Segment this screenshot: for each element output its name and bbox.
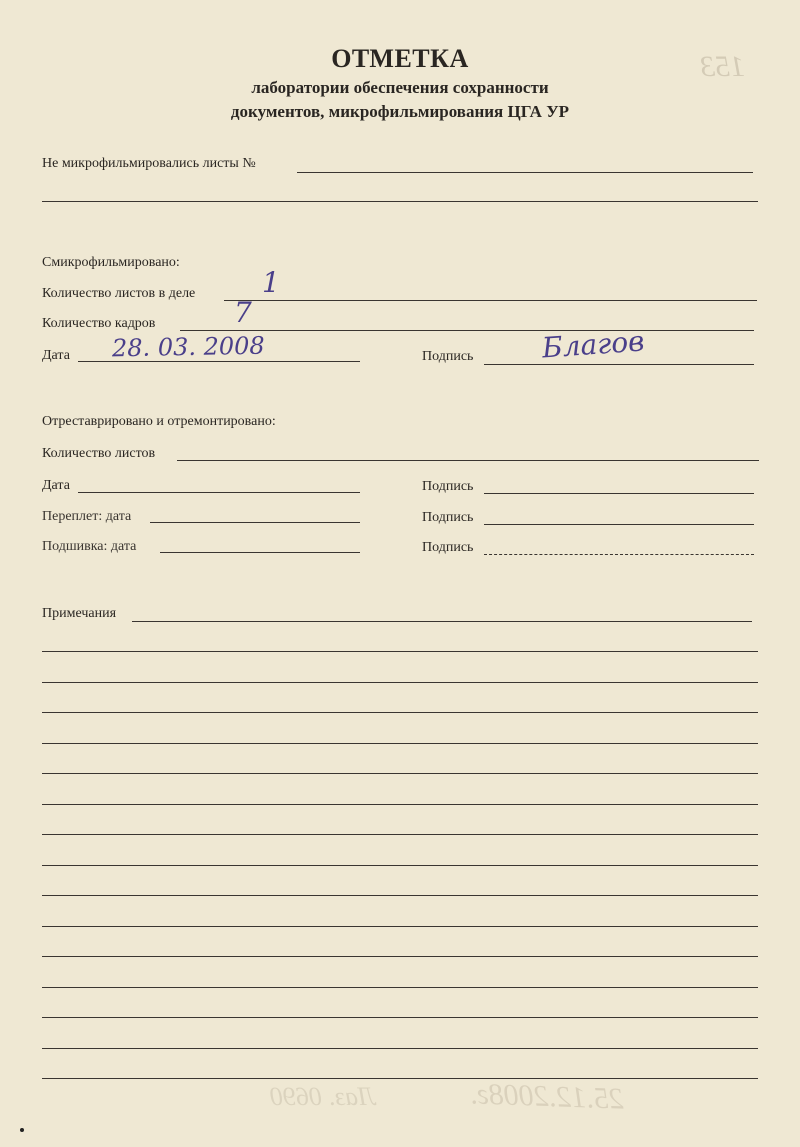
notes-line[interactable] [42,743,758,744]
frames-count-value: 7 [234,296,252,329]
stitching-date-line[interactable] [160,552,360,553]
notes-line[interactable] [42,987,758,988]
binding-signature-line[interactable] [484,524,754,525]
notes-label: Примечания [42,606,117,621]
restored-signature-line[interactable] [484,493,754,494]
bleed-through-date: 25.12.2008г. [469,1077,625,1116]
notes-line[interactable] [42,1017,758,1018]
margin-dot [20,1128,24,1132]
not-filmed-label: Не микрофильмировались листы № [42,156,256,171]
binding-date-line[interactable] [150,522,360,523]
binding-date-label: Переплет: дата [42,509,132,524]
subtitle-line-1: лаборатории обеспечения сохранности [251,78,549,97]
bleed-through-code: Лаз. 0690 [270,1082,376,1111]
not-filmed-line[interactable] [297,172,753,173]
sheets-in-file-value: 1 [262,266,280,299]
notes-line[interactable] [42,956,758,957]
microfilm-date-label: Дата [42,348,70,363]
microfilmed-heading: Смикрофильмировано: [42,255,180,270]
subtitle-line-2: документов, микрофильмирования ЦГА УР [230,102,570,121]
notes-line[interactable] [42,773,758,774]
microfilm-signature-label: Подпись [422,349,474,364]
notes-line[interactable] [42,651,758,652]
notes-line[interactable] [42,804,758,805]
microfilm-signature-line[interactable] [484,364,754,365]
not-filmed-line-2[interactable] [42,201,758,202]
notes-line[interactable] [42,1078,758,1079]
microfilm-date-value: 28. 03. 2008 [111,331,265,363]
notes-line[interactable] [42,895,758,896]
frames-count-label: Количество кадров [42,316,156,331]
notes-line[interactable] [42,865,758,866]
notes-line[interactable] [42,682,758,683]
notes-line-first[interactable] [132,621,752,622]
notes-line[interactable] [42,712,758,713]
stitching-signature-label: Подпись [422,540,474,555]
restored-date-line[interactable] [78,492,360,493]
stitching-signature-line[interactable] [484,554,754,555]
restored-date-label: Дата [42,478,70,493]
restored-sheets-line[interactable] [177,460,759,461]
frames-count-line[interactable] [180,330,754,331]
microfilm-signature-value: Благов [540,324,646,365]
notes-line[interactable] [42,1048,758,1049]
notes-line[interactable] [42,834,758,835]
sheets-in-file-line[interactable] [224,300,757,301]
sheets-in-file-label: Количество листов в деле [42,286,196,301]
restored-sheets-label: Количество листов [42,446,156,461]
restored-heading: Отреставрировано и отремонтировано: [42,414,276,429]
bleed-through-number: 153 [700,50,745,83]
binding-signature-label: Подпись [422,510,474,525]
restored-signature-label: Подпись [422,479,474,494]
stitching-date-label: Подшивка: дата [42,539,137,554]
page-title: ОТМЕТКА [331,44,469,73]
notes-line[interactable] [42,926,758,927]
